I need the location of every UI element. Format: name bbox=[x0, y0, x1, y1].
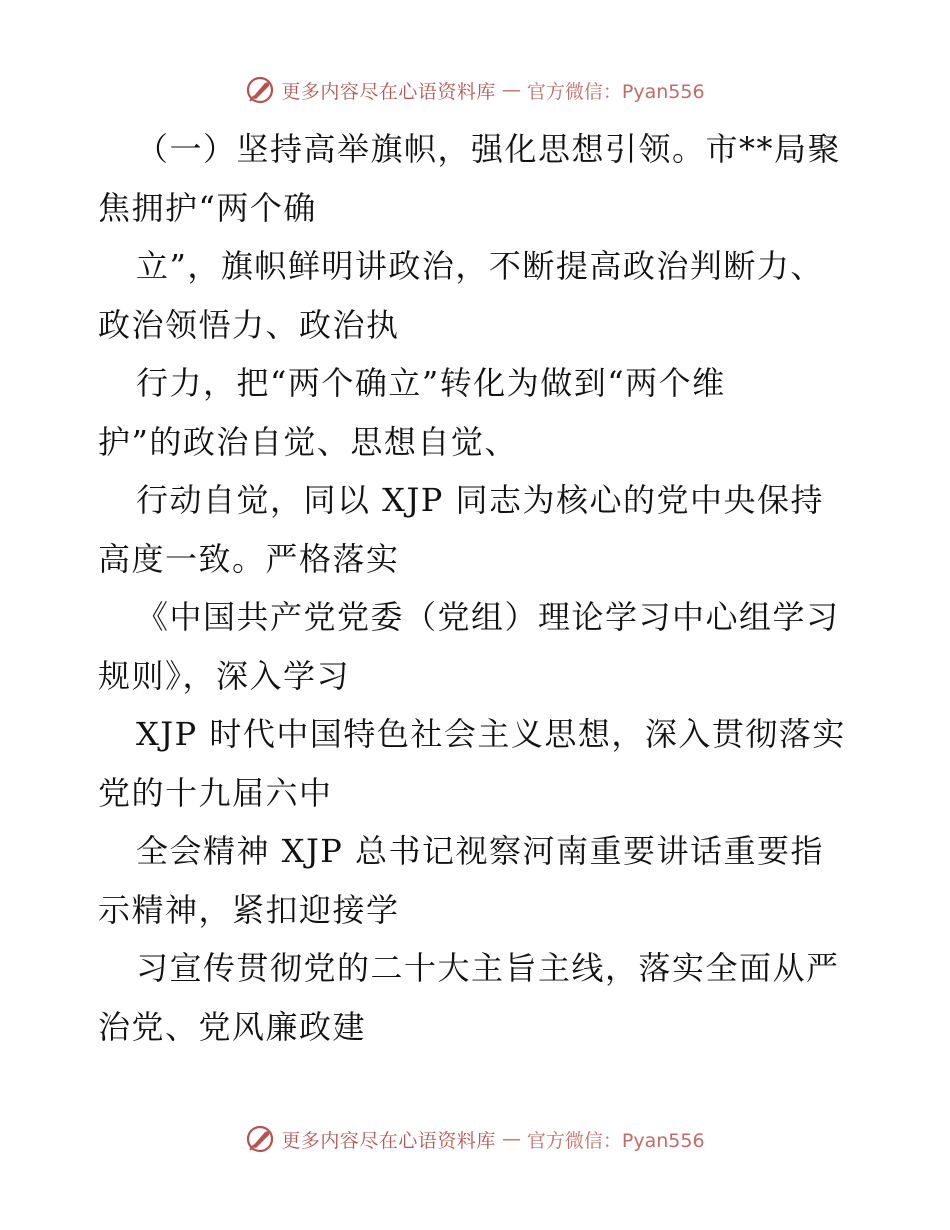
text-line: 习宣传贯彻党的二十大主旨主线，落实全面从严 bbox=[136, 949, 840, 987]
text-line: XJP 时代中国特色社会主义思想，深入贯彻落实 bbox=[136, 715, 846, 753]
text-line: 全会精神 XJP 总书记视察河南重要讲话重要指 bbox=[136, 832, 824, 870]
banner-wechat: 官方微信：Pyan556 bbox=[526, 80, 705, 103]
banner-title: 更多内容尽在心语资料库 bbox=[281, 1129, 496, 1152]
quill-pen-logo-icon bbox=[245, 75, 275, 105]
quill-pen-logo-icon bbox=[245, 1124, 275, 1154]
header-banner bbox=[0, 73, 950, 107]
text-line: 立”，旗帜鲜明讲政治，不断提高政治判断力、 bbox=[136, 247, 824, 285]
text-line: 护”的政治自觉、思想自觉、 bbox=[98, 422, 518, 461]
text-line: 政治领悟力、政治执 bbox=[98, 305, 400, 344]
text-line: 示精神，紧扣迎接学 bbox=[98, 890, 400, 929]
footer-banner bbox=[0, 1122, 950, 1156]
text-line: 行动自觉，同以 XJP 同志为核心的党中央保持 bbox=[136, 481, 824, 519]
banner-separator: — bbox=[501, 1128, 521, 1150]
banner-title: 更多内容尽在心语资料库 bbox=[281, 80, 496, 103]
text-line: （一）坚持高举旗帜，强化思想引领。市**局聚 bbox=[136, 130, 842, 168]
banner-wechat: 官方微信：Pyan556 bbox=[526, 1129, 705, 1152]
text-line: 党的十九届六中 bbox=[98, 773, 333, 812]
text-line: 治党、党风廉政建 bbox=[98, 1007, 367, 1046]
text-line: 行力，把“两个确立”转化为做到“两个维 bbox=[136, 364, 726, 402]
document-body bbox=[98, 120, 858, 1056]
text-line: 焦拥护“两个确 bbox=[98, 188, 317, 227]
text-line: 《中国共产党党委（党组）理论学习中心组学习 bbox=[136, 598, 840, 636]
banner-separator: — bbox=[501, 79, 521, 101]
text-line: 规则》，深入学习 bbox=[98, 656, 351, 695]
text-line: 高度一致。严格落实 bbox=[98, 539, 400, 578]
